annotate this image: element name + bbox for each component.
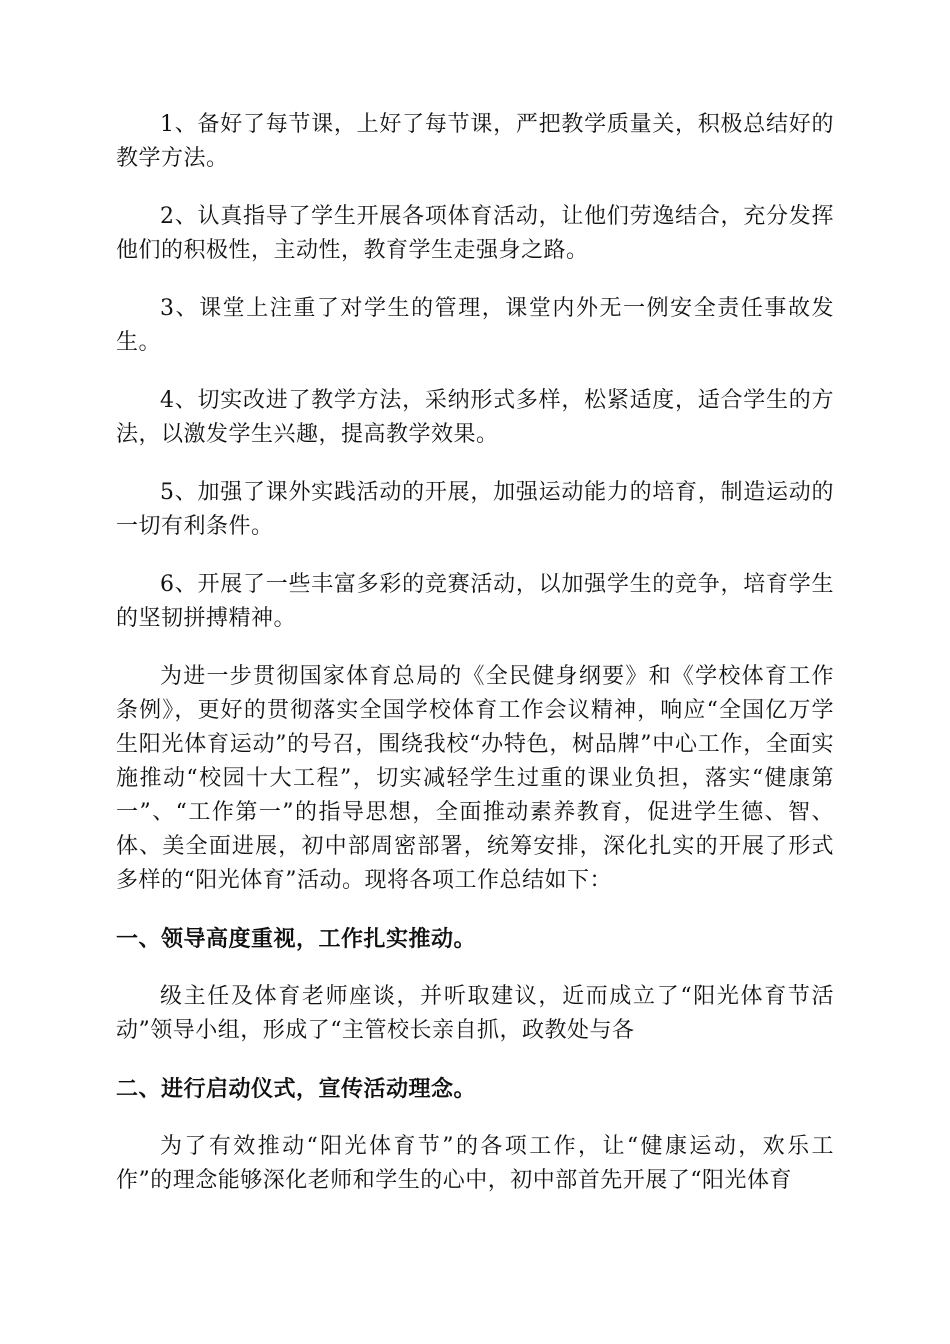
list-item-3: 3、课堂上注重了对学生的管理，课堂内外无一例安全责任事故发生。 bbox=[116, 296, 834, 355]
section-heading-1: 一、领导高度重视，工作扎实推动。 bbox=[116, 926, 477, 952]
list-item-2: 2、认真指导了学生开展各项体育活动，让他们劳逸结合，充分发挥他们的积极性，主动性，教育学生走强身之路。 bbox=[116, 204, 834, 263]
list-item-6: 6、开展了一些丰富多彩的竞赛活动，以加强学生的竞争，培育学生的坚韧拼搏精神。 bbox=[116, 572, 834, 631]
section-heading-2: 二、进行启动仪式，宣传活动理念。 bbox=[116, 1076, 477, 1102]
section-1-paragraph: 级主任及体育老师座谈，并听取建议，近而成立了“阳光体育节活动”领导小组，形成了“主管校长亲自抓，政教处与各 bbox=[116, 984, 834, 1043]
section-2-paragraph: 为了有效推动“阳光体育节”的各项工作，让“健康运动，欢乐工作”的理念能够深化老师和学生的心中，初中部首先开展了“阳光体育 bbox=[116, 1134, 834, 1193]
list-item-4: 4、切实改进了教学方法，采纳形式多样，松紧适度，适合学生的方法，以激发学生兴趣，提高教学效果。 bbox=[116, 388, 834, 447]
list-item-5: 5、加强了课外实践活动的开展，加强运动能力的培育，制造运动的一切有利条件。 bbox=[116, 480, 834, 539]
list-item-1: 1、备好了每节课，上好了每节课，严把教学质量关，积极总结好的教学方法。 bbox=[116, 112, 834, 171]
intro-paragraph: 为进一步贯彻国家体育总局的《全民健身纲要》和《学校体育工作条例》，更好的贯彻落实全国学校体育工作会议精神，响应“全国亿万学生阳光体育运动”的号召，围绕我校“办特色，树品牌”中心工作，全面实施推动“校园十大工程”，切实减轻学生过重的课业负担，落实“健康第一”、“工作第一”的指导思想，全面推动素养教育，促进学生德、智、体、美全面进展，初中部周密部署，统筹安排，深化扎实的开展了形式多样的“阳光体育”活动。现将各项工作总结如下： bbox=[116, 664, 834, 893]
